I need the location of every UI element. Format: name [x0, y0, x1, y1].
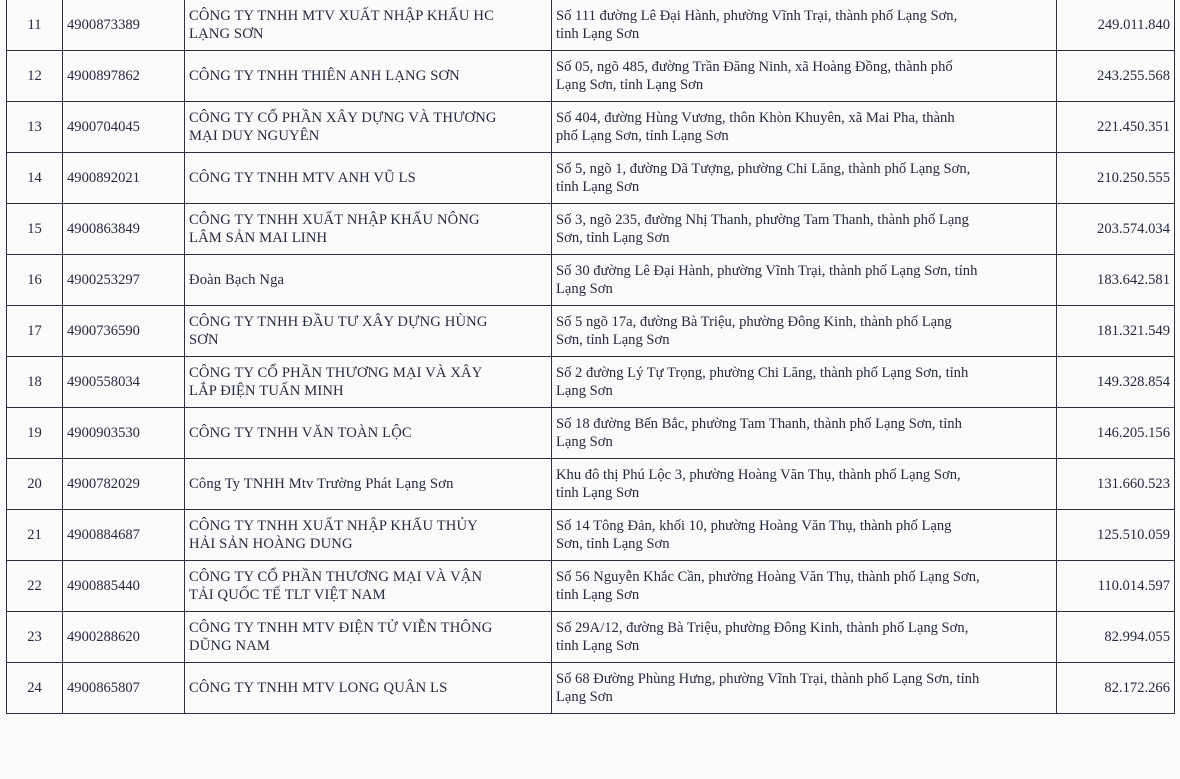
debt-amount: 221.450.351 — [1057, 102, 1175, 153]
name-line: MẠI DUY NGUYÊN — [189, 128, 320, 144]
tax-code: 4900892021 — [63, 153, 185, 204]
company-name — [185, 663, 552, 714]
company-address — [552, 306, 1057, 357]
row-number: 15 — [7, 204, 63, 255]
table-row — [7, 561, 1175, 612]
table-row — [7, 510, 1175, 561]
address-line: tỉnh Lạng Sơn — [556, 587, 640, 603]
address-line: Số 5 ngõ 17a, đường Bà Triệu, phường Đông Kinh, thành phố Lạng — [556, 314, 952, 330]
address-line: Số 2 đường Lý Tự Trọng, phường Chi Lăng, thành phố Lạng Sơn, tỉnh — [556, 365, 969, 381]
address-line: tỉnh Lạng Sơn — [556, 179, 640, 195]
row-number: 16 — [7, 255, 63, 306]
tax-code: 4900884687 — [63, 510, 185, 561]
row-number: 18 — [7, 357, 63, 408]
name-line: CÔNG TY TNHH MTV XUẤT NHẬP KHẨU HC — [189, 8, 494, 24]
company-name — [185, 459, 552, 510]
name-line: CÔNG TY TNHH XUẤT NHẬP KHẨU THỦY — [189, 518, 478, 534]
row-number: 17 — [7, 306, 63, 357]
table-row — [7, 0, 1175, 51]
company-address — [552, 459, 1057, 510]
tax-code: 4900873389 — [63, 0, 185, 51]
company-address — [552, 153, 1057, 204]
name-line: CÔNG TY TNHH MTV LONG QUÂN LS — [189, 680, 448, 696]
name-line: CÔNG TY TNHH THIÊN ANH LẠNG SƠN — [189, 68, 460, 84]
company-address — [552, 357, 1057, 408]
address-line: Lạng Sơn, tỉnh Lạng Sơn — [556, 77, 704, 93]
name-line: SƠN — [189, 332, 219, 348]
address-line: Số 68 Đường Phùng Hưng, phường Vĩnh Trại, thành phố Lạng Sơn, tỉnh — [556, 671, 980, 687]
address-line: Số 111 đường Lê Đại Hành, phường Vĩnh Trại, thành phố Lạng Sơn, — [556, 8, 958, 24]
debt-amount: 149.328.854 — [1057, 357, 1175, 408]
table-row — [7, 663, 1175, 714]
address-line: Số 3, ngõ 235, đường Nhị Thanh, phường Tam Thanh, thành phố Lạng — [556, 212, 969, 228]
company-address — [552, 204, 1057, 255]
debt-amount: 110.014.597 — [1057, 561, 1175, 612]
address-line: Số 29A/12, đường Bà Triệu, phường Đông Kinh, thành phố Lạng Sơn, — [556, 620, 969, 636]
company-name — [185, 204, 552, 255]
address-line: Số 404, đường Hùng Vương, thôn Khòn Khuyên, xã Mai Pha, thành — [556, 110, 955, 126]
table-row — [7, 153, 1175, 204]
row-number: 24 — [7, 663, 63, 714]
name-line: CÔNG TY TNHH ĐẦU TƯ XÂY DỰNG HÙNG — [189, 314, 488, 330]
address-line: Số 05, ngõ 485, đường Trần Đăng Ninh, xã Hoàng Đồng, thành phố — [556, 59, 953, 75]
name-line: HẢI SẢN HOÀNG DUNG — [189, 536, 353, 552]
company-name — [185, 408, 552, 459]
row-number: 21 — [7, 510, 63, 561]
name-line: DŨNG NAM — [189, 638, 271, 654]
name-line: LÂM SẢN MAI LINH — [189, 230, 328, 246]
tax-code: 4900736590 — [63, 306, 185, 357]
tax-code: 4900863849 — [63, 204, 185, 255]
tax-code: 4900288620 — [63, 612, 185, 663]
company-name — [185, 612, 552, 663]
name-line: TẢI QUỐC TẾ TLT VIỆT NAM — [189, 587, 386, 603]
tax-code: 4900903530 — [63, 408, 185, 459]
debt-amount: 243.255.568 — [1057, 51, 1175, 102]
address-line: Sơn, tỉnh Lạng Sơn — [556, 536, 670, 552]
tax-debtor-table — [6, 0, 1175, 714]
table-row — [7, 204, 1175, 255]
address-line: Lạng Sơn — [556, 281, 613, 297]
company-address — [552, 408, 1057, 459]
tax-code: 4900704045 — [63, 102, 185, 153]
row-number: 23 — [7, 612, 63, 663]
name-line: LẮP ĐIỆN TUẤN MINH — [189, 383, 344, 399]
tax-code: 4900253297 — [63, 255, 185, 306]
debt-amount: 183.642.581 — [1057, 255, 1175, 306]
table-row — [7, 102, 1175, 153]
company-name — [185, 306, 552, 357]
tax-code: 4900558034 — [63, 357, 185, 408]
address-line: tỉnh Lạng Sơn — [556, 638, 640, 654]
row-number: 20 — [7, 459, 63, 510]
debt-amount: 249.011.840 — [1057, 0, 1175, 51]
name-line: LẠNG SƠN — [189, 26, 264, 42]
debt-amount: 82.994.055 — [1057, 612, 1175, 663]
address-line: Sơn, tỉnh Lạng Sơn — [556, 230, 670, 246]
table-row — [7, 306, 1175, 357]
name-line: CÔNG TY TNHH MTV ĐIỆN TỬ VIỄN THÔNG — [189, 620, 493, 636]
company-name — [185, 153, 552, 204]
company-address — [552, 663, 1057, 714]
address-line: Lạng Sơn — [556, 434, 613, 450]
address-line: Lạng Sơn — [556, 689, 613, 705]
company-name — [185, 510, 552, 561]
row-number: 13 — [7, 102, 63, 153]
name-line: CÔNG TY CỔ PHẦN THƯƠNG MẠI VÀ VẬN — [189, 569, 483, 585]
company-address — [552, 255, 1057, 306]
company-name — [185, 102, 552, 153]
debt-amount: 125.510.059 — [1057, 510, 1175, 561]
company-name — [185, 561, 552, 612]
debt-amount: 146.205.156 — [1057, 408, 1175, 459]
company-address — [552, 51, 1057, 102]
tax-code: 4900782029 — [63, 459, 185, 510]
tax-code: 4900865807 — [63, 663, 185, 714]
table-row — [7, 357, 1175, 408]
company-name — [185, 357, 552, 408]
name-line: CÔNG TY TNHH MTV ANH VŨ LS — [189, 170, 416, 186]
address-line: Khu đô thị Phú Lộc 3, phường Hoàng Văn Thụ, thành phố Lạng Sơn, — [556, 467, 961, 483]
address-line: Sơn, tỉnh Lạng Sơn — [556, 332, 670, 348]
tax-code: 4900897862 — [63, 51, 185, 102]
company-name — [185, 255, 552, 306]
table-row — [7, 408, 1175, 459]
row-number: 11 — [7, 0, 63, 51]
company-address — [552, 0, 1057, 51]
address-line: phố Lạng Sơn, tỉnh Lạng Sơn — [556, 128, 729, 144]
name-line: CÔNG TY CỔ PHẦN XÂY DỰNG VÀ THƯƠNG — [189, 110, 497, 126]
address-line: Số 30 đường Lê Đại Hành, phường Vĩnh Trại, thành phố Lạng Sơn, tỉnh — [556, 263, 978, 279]
row-number: 12 — [7, 51, 63, 102]
address-line: tỉnh Lạng Sơn — [556, 485, 640, 501]
table-row — [7, 612, 1175, 663]
name-line: CÔNG TY TNHH VĂN TOÀN LỘC — [189, 425, 412, 441]
company-address — [552, 102, 1057, 153]
table-row — [7, 459, 1175, 510]
debt-amount: 131.660.523 — [1057, 459, 1175, 510]
name-line: Công Ty TNHH Mtv Trường Phát Lạng Sơn — [189, 476, 454, 492]
table-row — [7, 255, 1175, 306]
debt-amount: 210.250.555 — [1057, 153, 1175, 204]
address-line: Số 14 Tông Đản, khối 10, phường Hoàng Văn Thụ, thành phố Lạng — [556, 518, 952, 534]
company-name — [185, 51, 552, 102]
address-line: Lạng Sơn — [556, 383, 613, 399]
name-line: CÔNG TY CỔ PHẦN THƯƠNG MẠI VÀ XÂY — [189, 365, 483, 381]
name-line: CÔNG TY TNHH XUẤT NHẬP KHẨU NÔNG — [189, 212, 480, 228]
row-number: 19 — [7, 408, 63, 459]
debt-amount: 82.172.266 — [1057, 663, 1175, 714]
name-line: Đoàn Bạch Nga — [189, 272, 285, 288]
company-name — [185, 0, 552, 51]
row-number: 14 — [7, 153, 63, 204]
debt-amount: 203.574.034 — [1057, 204, 1175, 255]
address-line: Số 56 Nguyễn Khắc Cần, phường Hoàng Văn Thụ, thành phố Lạng Sơn, — [556, 569, 980, 585]
row-number: 22 — [7, 561, 63, 612]
tax-code: 4900885440 — [63, 561, 185, 612]
company-address — [552, 510, 1057, 561]
address-line: Số 18 đường Bến Bắc, phường Tam Thanh, thành phố Lạng Sơn, tỉnh — [556, 416, 962, 432]
address-line: tỉnh Lạng Sơn — [556, 26, 640, 42]
debt-amount: 181.321.549 — [1057, 306, 1175, 357]
company-address — [552, 612, 1057, 663]
table-body — [7, 0, 1175, 714]
address-line: Số 5, ngõ 1, đường Dã Tượng, phường Chi Lăng, thành phố Lạng Sơn, — [556, 161, 971, 177]
table-row — [7, 51, 1175, 102]
company-address — [552, 561, 1057, 612]
